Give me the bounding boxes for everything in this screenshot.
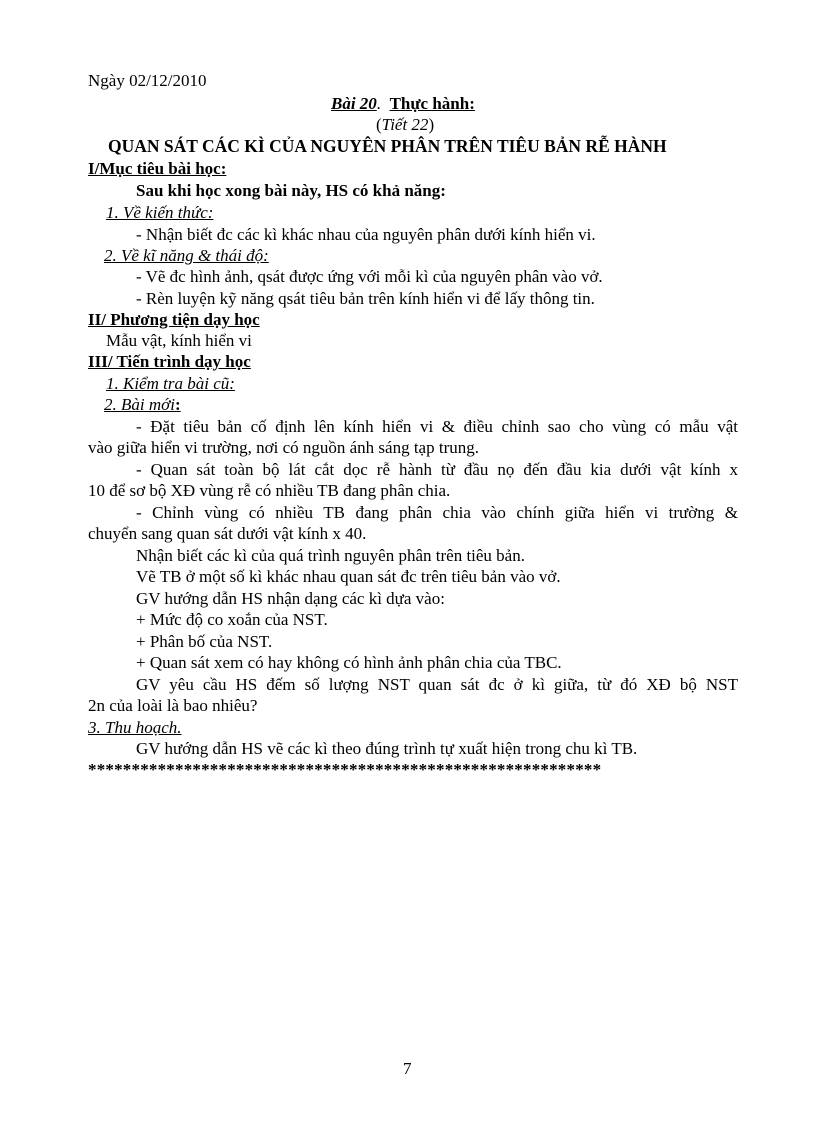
para8: + Phân bố của NST. [136, 632, 273, 651]
para3-line1: - Chỉnh vùng có nhiều TB đang phân chia vào chính giữa hiển vi trường & [136, 503, 738, 522]
para9: + Quan sát xem có hay không có hình ảnh phân chia của TBC. [136, 653, 562, 672]
separator-stars: *********************************************************** [88, 760, 602, 779]
para1-line1: - Đặt tiêu bản cố định lên kính hiển vi & điều chỉnh sao cho vùng có mẫu vật [136, 417, 738, 436]
date-line: Ngày 02/12/2010 [88, 71, 207, 90]
section1-sub2-item2: - Rèn luyện kỹ năng qsát tiêu bản trên kính hiển vi để lấy thông tin. [136, 289, 595, 308]
period-label: Tiết 22 [381, 115, 429, 134]
section3-sub2-label: 2. Bài mới [104, 395, 175, 414]
page-number: 7 [403, 1059, 412, 1078]
section1-sub1: 1. Về kiến thức: [106, 203, 214, 222]
para2-line2: 10 để sơ bộ XĐ vùng rễ có nhiều TB đang phân chia. [88, 481, 451, 500]
para3-line2: chuyển sang quan sát dưới vật kính x 40. [88, 524, 367, 543]
section1-sub2-item1: - Vẽ đc hình ảnh, qsát được ứng với mỗi kì của nguyên phân vào vở. [136, 267, 603, 286]
lesson-number: Bài 20 [331, 94, 377, 113]
section1-heading: I/Mục tiêu bài học: [88, 159, 227, 178]
para11: GV hướng dẫn HS vẽ các kì theo đúng trình tự xuất hiện trong chu kì TB. [136, 739, 638, 758]
section3-sub1: 1. Kiểm tra bài cũ: [106, 374, 235, 393]
lesson-separator: . [376, 94, 382, 113]
section3-sub2-colon: : [174, 395, 181, 414]
section3-sub2 [104, 394, 181, 415]
para7: + Mức độ co xoắn của NST. [136, 610, 328, 629]
section1-intro: Sau khi học xong bài này, HS có khả năng: [136, 181, 446, 200]
para5: Vẽ TB ở một số kì khác nhau quan sát đc trên tiêu bản vào vở. [136, 567, 561, 586]
period-close: ) [428, 115, 435, 134]
para6: GV hướng dẫn HS nhận dạng các kì dựa vào: [136, 589, 445, 608]
section2-text: Mẫu vật, kính hiển vi [106, 331, 252, 350]
para1-line2: vào giữa hiển vi trường, nơi có nguồn ánh sáng tạp trung. [88, 438, 479, 457]
lesson-period [376, 114, 434, 135]
section3-heading: III/ Tiến trình dạy học [88, 352, 251, 371]
para10-line1: GV yêu cầu HS đếm số lượng NST quan sát đc ở kì giữa, từ đó XĐ bộ NST [136, 675, 738, 694]
para2-line1: - Quan sát toàn bộ lát cắt dọc rễ hành từ đầu nọ đến đầu kia dưới vật kính x [136, 460, 738, 479]
section1-sub2: 2. Về kĩ năng & thái độ: [104, 246, 269, 265]
section2-heading: II/ Phương tiện dạy học [88, 310, 260, 329]
lesson-title: Thực hành: [389, 94, 475, 113]
lesson-heading [331, 93, 475, 114]
section3-sub3: 3. Thu hoạch. [88, 718, 182, 737]
main-title: QUAN SÁT CÁC KÌ CỦA NGUYÊN PHÂN TRÊN TIÊU BẢN RỄ HÀNH [108, 136, 667, 156]
period-open: ( [376, 115, 382, 134]
para4: Nhận biết các kì của quá trình nguyên phân trên tiêu bản. [136, 546, 525, 565]
para10-line2: 2n của loài là bao nhiêu? [88, 696, 258, 715]
section1-sub1-item: - Nhận biết đc các kì khác nhau của nguyên phân dưới kính hiển vi. [136, 225, 596, 244]
